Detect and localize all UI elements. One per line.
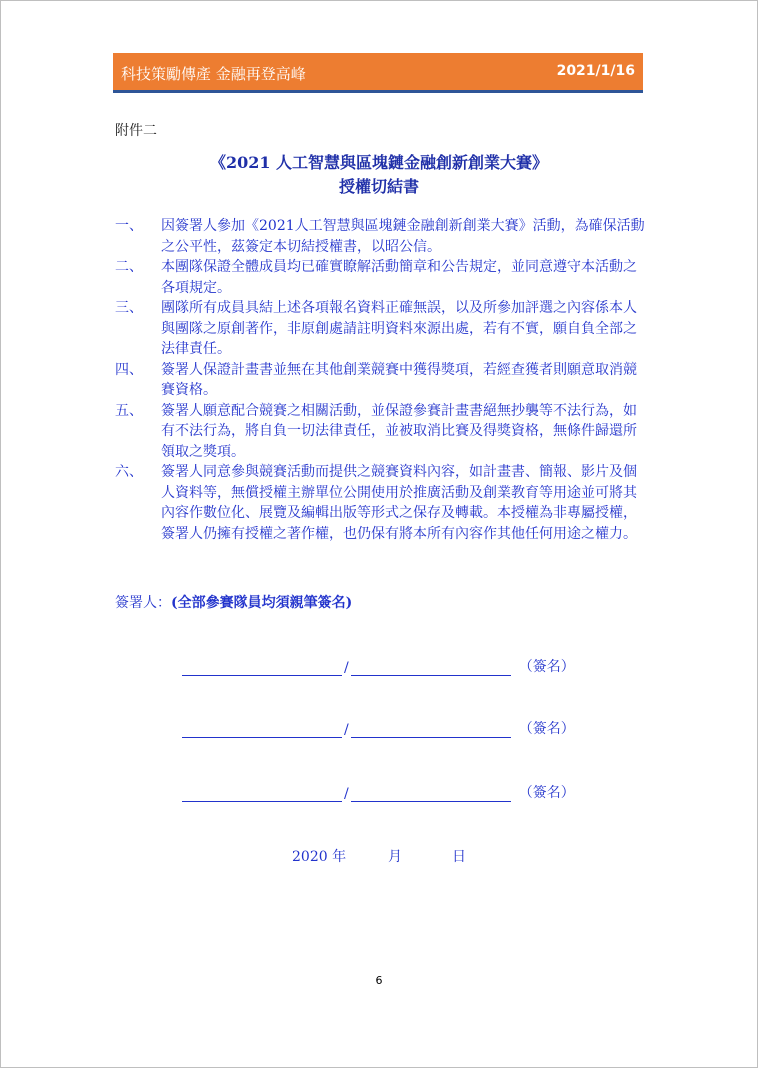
date-day: 日 [452,849,466,865]
header-banner [113,53,643,93]
clause-number: 四、 [115,361,143,378]
date-row [292,846,466,866]
clause-text: 簽署人同意參與競賽活動而提供之競賽資料內容，如計畫書、簡報、影片及個人資料等，無償授權主辦單位公開使用於推廣活動及創業教育等用途並可將其內容作數位化、展覽及編輯出版等形式之保存及轉載。本授權為非專屬授權，簽署人仍擁有授權之著作權，也仍保有將本所有內容作其他任何用途之權力。 [161,464,637,542]
signature-blank[interactable] [351,785,511,802]
clause-item [115,216,645,257]
clause-number: 三、 [115,300,143,316]
date-month: 月 [388,849,402,865]
signature-slash: / [344,722,349,738]
document-title: 《2021 人工智慧與區塊鏈金融創新創業大賽》 [209,153,549,172]
signer-heading [115,592,352,612]
signature-line [182,782,575,802]
clause-number: 六、 [115,464,143,480]
clause-item [115,298,645,360]
clause-number: 一、 [115,218,143,234]
signature-line [182,656,575,676]
document-subtitle: 授權切結書 [338,177,419,196]
date-year: 2020 年 [292,849,347,865]
clause-text: 簽署人保證計畫書並無在其他創業競賽中獲得獎項，若經查獲者則願意取消競賽資格。 [161,361,637,398]
clause-item [115,462,645,544]
signature-slash: / [344,786,349,802]
clause-list [115,216,645,544]
signature-label: （簽名） [518,659,575,675]
page-number: 6 [375,974,383,987]
signer-note: (全部參賽隊員均須親筆簽名) [171,595,353,611]
signature-blank[interactable] [182,785,342,802]
signature-blank[interactable] [351,721,511,738]
clause-item [115,401,645,463]
clause-text: 因簽署人參加《2021人工智慧與區塊鏈金融創新創業大賽》活動，為確保活動之公平性，茲簽定本切結授權書，以昭公信。 [161,218,645,255]
attachment-label: 附件二 [115,123,157,139]
signature-blank[interactable] [351,659,511,676]
header-title: 科技策勵傳產 金融再登高峰 [121,65,306,83]
signature-label: （簽名） [518,721,575,737]
signature-line [182,718,575,738]
header-date: 2021/1/16 [556,63,635,79]
clause-text: 簽署人願意配合競賽之相關活動，並保證參賽計畫書絕無抄襲等不法行為，如有不法行為，將自負一切法律責任，並被取消比賽及得獎資格，無條件歸還所領取之獎項。 [161,402,637,460]
signature-blank[interactable] [182,721,342,738]
signer-label: 簽署人： [115,595,171,611]
clause-text: 團隊所有成員具結上述各項報名資料正確無誤，以及所參加評選之內容係本人與團隊之原創著作，非原創處請註明資料來源出處，若有不實，願自負全部之法律責任。 [161,300,637,357]
clause-item [115,360,645,401]
signature-blank[interactable] [182,659,342,676]
clause-text: 本團隊保證全體成員均已確實瞭解活動簡章和公告規定，並同意遵守本活動之各項規定。 [161,259,637,296]
signature-label: （簽名） [518,785,575,801]
clause-item [115,257,645,298]
clause-number: 五、 [115,402,143,419]
clause-number: 二、 [115,259,143,275]
signature-slash: / [344,660,349,676]
